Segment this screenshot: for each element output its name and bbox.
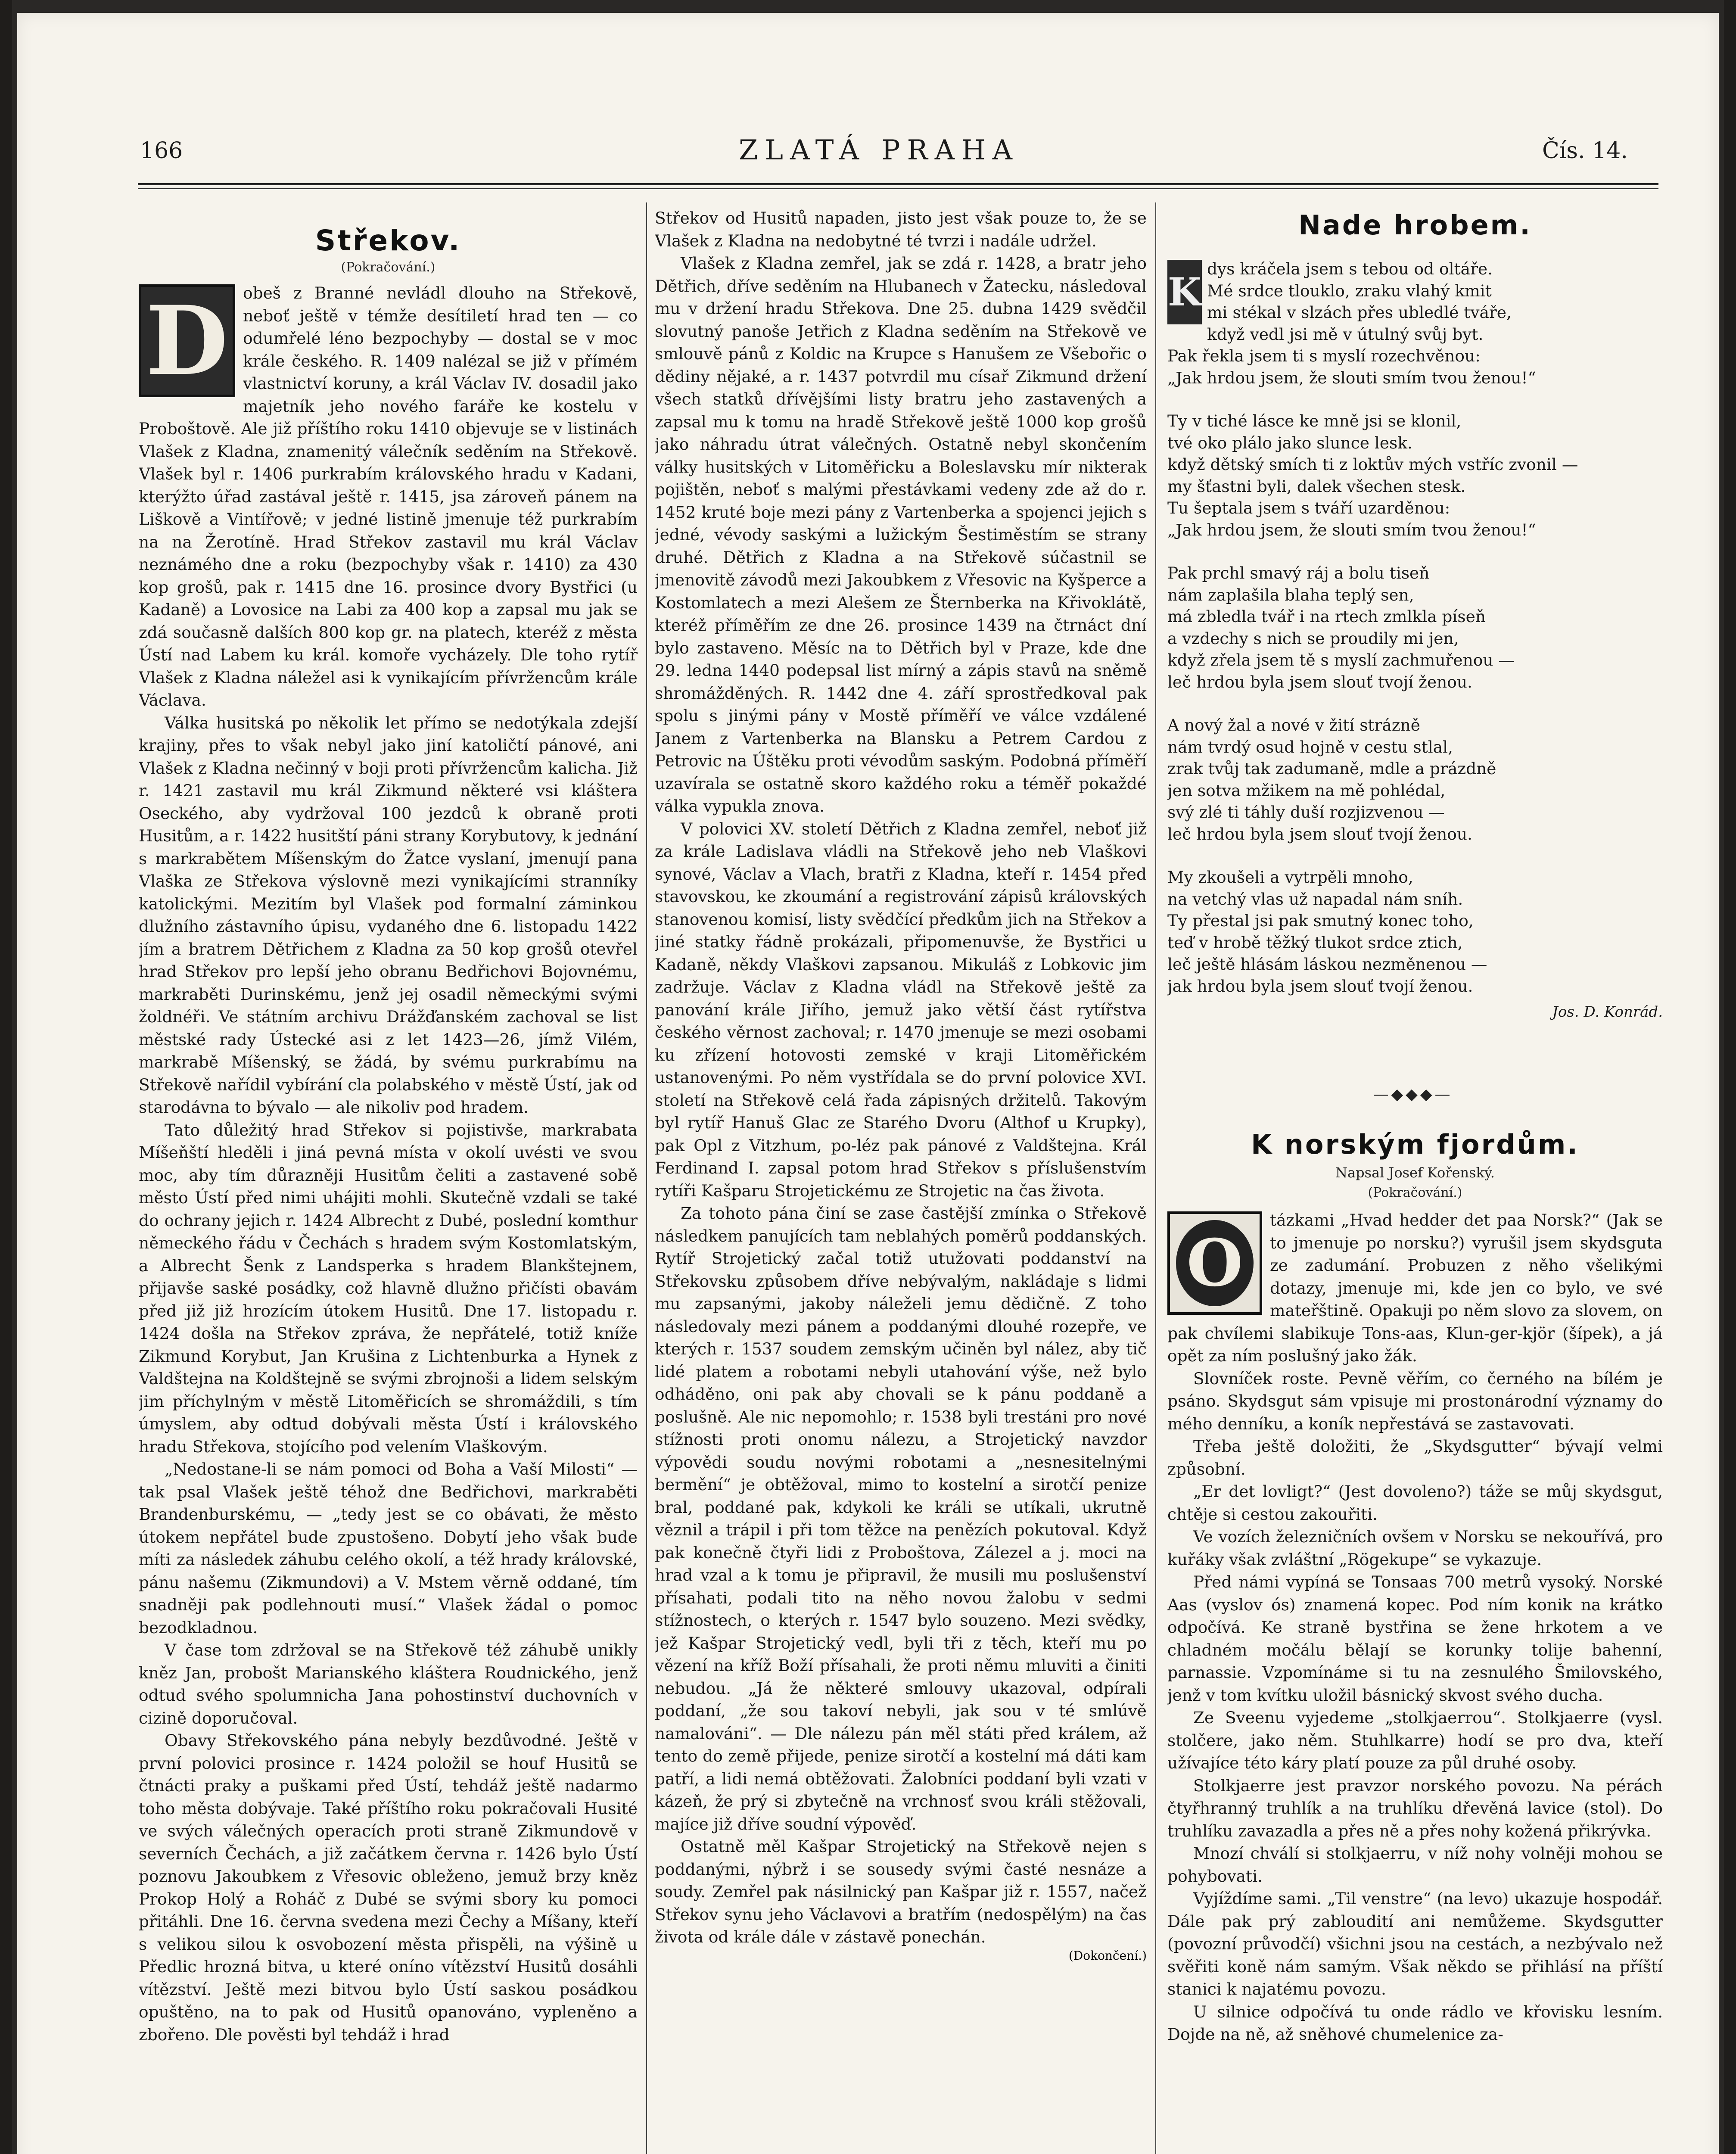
verse-line: Mé srdce tlouklo, zraku vlahý kmit [1207, 281, 1492, 300]
verse-line: Ty přestal jsi pak smutný konec toho, [1167, 911, 1474, 930]
continuation-note: (Pokračování.) [1368, 1185, 1462, 1200]
paragraph: „Nedostane-li se nám pomoci od Boha a Vaší Milosti“ — tak psal Vlašek ještě téhož dne Bedřichovi, markraběti Brandenburskému, — „tedy jest se co obávati, že město útokem nepřátel bude zpustošeno. Dobytí jeho však bude míti za následek záhubu celého okolí, a též hrady královské, pánu našemu (Zikmundovi) a V. Mstem věrně oddané, tím snadněji pak podlehnouti musí.“ Vlašek žádal o pomoc bezodkladnou. [139, 1460, 638, 1637]
verse-line: Pak prchl smavý ráj a bolu tiseň [1167, 563, 1430, 582]
separator-ornament-icon: —◆◆◆— [1373, 1086, 1453, 1103]
paragraph: Ve vozích železničních ovšem v Norsku se nekouřívá, pro kuřáky však zvláštní „Rögekupe“ se vykazuje. [1167, 1527, 1663, 1569]
verse-line: nám zaplašila blaha teplý sen, [1167, 585, 1414, 604]
stanza [1167, 714, 1663, 845]
verse-line: A nový žal a nové v žití strázně [1167, 716, 1420, 735]
stanza [1167, 562, 1663, 693]
continuation-tag: (Dokončení.) [1068, 1948, 1147, 1963]
verse-line: Ty v tiché lásce ke mně jsi se klonil, [1167, 411, 1462, 430]
paragraph: Ze Sveenu vyjedeme „stolkjaerrou“. Stolkjaerre (vysl. stolčere, jako něm. Stuhlkarre) hodí se pro dva, kteří užívajíce této káry platí pouze za půl druhé osoby. [1167, 1708, 1663, 1772]
paragraph: Třeba ještě doložiti, že „Skydsgutter“ bývají velmi způsobní. [1167, 1437, 1663, 1479]
paragraph: Vlašek z Kladna zemřel, jak se zdá r. 1428, a bratr jeho Dětřich, dříve seděním na Hlubanech v Žatecku, následoval mu v držení hradu Střekova. Dne 25. dubna 1429 svědčil slovutný panoše Jetřich z Kladna seděním na Střekově ve smlouvě pánů z Koldic na Krupce s Hanušem ze Všebořic o dědiny nějaké, a r. 1437 potvrdil mu císař Zikmund držení všech statků dřívějšími listy bratru jeho zastavených a zapsal mu k tomu na hradě Střekově ještě 1000 kop grošů jako náhradu útrat válečných. Ostatně nebyl skončením války husitských v Litoměřicku a Boleslavsku mír nikterak pojištěn, neboť s malými přestávkami vedeny zde až do r. 1452 kruté boje mezi pány z Vartenberka a spojenci jejich s jedné, vévody saskými a lužickým Šestiměstím se strany druhé. Dětřich z Kladna a na Střekově súčastnil se jmenovitě závodů mezi Jakoubkem z Vřesovic na Kyšperce a Kostomlatech a mezi Alešem ze Šternberka na Křivoklátě, kteréž příměřím ze dne 26. prosince 1439 na čtrnáct dní bylo zastaveno. Měsíc na to Dětřich byl v Praze, kde dne 29. ledna 1440 podepsal list mírný a zápis stavů na sněmě shromážděných. R. 1442 dne 4. září sprostředkoval pak spolu s jinými pány v Mostě příměří ve válce vzdálené Janem z Vartenberka na Blansku a Petrem Cardou z Petrovic na Úštěku proti vévodům saským. Podobná příměří uzavírala se ostatně skoro každého roku a téměř pokaždé válka vypukla znova. [655, 254, 1147, 816]
article-strekov-col1 [139, 207, 638, 2154]
issue-number: Čís. 14. [1542, 138, 1628, 164]
stanza [1167, 866, 1663, 997]
article-title-strekov: Střekov. [315, 224, 461, 257]
paragraph: Ostatně měl Kašpar Strojetický na Střekově nejen s poddanými, nýbrž i se sousedy svými časté nesnáze a soudy. Zemřel pak násilnický pan Kašpar již r. 1557, načež Střekov synu jeho Václavovi a bratřím (nedospělým) na čas života od krále dále v zástavě ponechán. [655, 1837, 1147, 1946]
verse-line: nám tvrdý osud hojně v cestu stlal, [1167, 737, 1453, 756]
verse-line: když dětský smích ti z loktův mých vstříc zvonil — [1167, 455, 1578, 474]
drop-cap-d: D [139, 284, 235, 397]
paragraph: Tato důležitý hrad Střekov si pojistivše, markrabata Míšeňští hleděli i jiná pevná místa v okolí uvésti ve svou moc, aby tím důrazněji Husitům čeliti a zastavené sobě město Ústí před nimi uhájiti mohli. Skutečně vzdali se také do ochrany jejich r. 1424 Albrecht z Dubé, poslední komthur německého řádu v Čechách s hradem svým Kostomlatským, a Albrecht Šenk z Landsperka s hradem Blankštejnem, přijavše saské posádky, což hlavně dlužno přičísti obavám před již již hrozícím útokem Husitů. Dne 17. listopadu r. 1424 došla na Střekov zpráva, že nepřátelé, totiž kníže Zikmund Korybut, Jan Krušina z Lichtenburka a Hynek z Valdštejna na Koldštejně se svými zbrojnoši a lidem selským jim příchylným v městě Litoměřicích se shromáždili, s tím úmyslem, aby odtud dobývali města Ústí i královského hradu Střekova, stojícího pod velením Vlaškovým. [139, 1120, 638, 1456]
paragraph: Stolkjaerre jest pravzor norského povozu. Na pérách čtyřhranný truhlík a na truhlíku dřevěná lavice (stol). Do truhlíku zavazadla a přes ně a přes nohy kožená přikrývka. [1167, 1776, 1663, 1840]
verse-line: „Jak hrdou jsem, že slouti smím tvou ženou!“ [1167, 368, 1536, 387]
verse-line: leč ještě hlásám láskou nezměnenou — [1167, 955, 1487, 974]
paragraph: V polovici XV. století Dětřich z Kladna zemřel, neboť již za krále Ladislava vládli na Střekově jeho neb Vlaškovi synové, Václav a Vlach, bratři z Kladna, kteří r. 1454 před stavovskou, ke zkoumání a registrování zápisů královských stanovenou komisí, listy svědčící předkům jich na Střekov a jiné statky řádně prokázali, připomenuvše, že Bystřici u Kadaně, někdy Vlaškovi zapsanou. Mikuláš z Lobkovic jim zadržuje. Václav z Kladna vládl na Střekově ještě za panování krále Jiřího, jemuž jako větší část rytířstva českého věrnost zachoval; r. 1470 jmenuje se mezi osobami ku zřízení hotovosti zemské v kraji Litoměřickém ustanovenými. Po něm vystřídala se do první polovice XVI. století na Střekově celá řada zápisných držitelů. Takovým byl rytíř Hanuš Glac ze Starého Dvoru (Althof u Krupky), pak Opl z Vitzhum, po-léz pak pánové z Valdštejna. Král Ferdinand I. zapsal potom hrad Střekov s příslušenstvím rytíři Kašparu Strojetickému ze Strojetic na čas života. [655, 819, 1147, 1200]
byline: Napsal Josef Kořenský. [1335, 1164, 1495, 1181]
header-rule-thin [138, 188, 1658, 189]
verse-line: zrak tvůj tak zadumaně, mdle a prázdně [1167, 759, 1496, 778]
paragraph: Za tohoto pána činí se zase častější zmínka o Střekově následkem panujících tam neblahých poměrů poddanských. Rytíř Strojetický začal totiž utužovati poddanství na Střekovsku způsobem dříve nebývalým, nakládaje s lidmi mu zapsanými, jakoby náleželi jemu dědičně. Z toho následovaly mezi pánem a poddanými dlouhé rozepře, ve kterých r. 1537 soudem zemským učiněn byl nález, aby tič lidé platem a robotami nebyli utahování výše, než bylo odháděno, oni pak aby chovali se k pánu poddaně a poslušně. Ale nic nepomohlo; r. 1538 byli trestáni pro nové stížnosti proti onomu nálezu, a Strojetický navzdor výpovědi soudu novými robotami a „nesnesitelnými bermění“ je obtěžoval, mimo to kostelní a sirotčí penize bral, poddané pak, kdykoli ke králi se utíkali, ukrutně věznil a trápil i při tom těžce na penězích pokutoval. Když pak konečně čtyři lidi z Proboštova, Zálezel a j. moci na hrad vzal a k tomu je připravil, že musili mu poslušenství přísahati, podali tito na něho novou žalobu v sedmi stížnostech, o kterých r. 1547 bylo souzeno. Mezi svědky, jež Kašpar Strojetický vedl, byli tři z těch, kteří mu po vězení na kříž Boží přísahali, že proti němu mluviti a činiti nebudou. „Já že některé smlouvy ukazoval, odpírali poddaní, „že sou takoví nebyli, jak sou v té smlúvě namalováni“. — Dle nálezu pán měl státi před králem, až tento do země přijede, penize sirotčí a kostelní má dáti kam patří, a lidi nemá obtěžovati. Žalobníci poddaní byli vzati v kázeň, že prý si zbytečně na vrchnosť svou králi stěžovali, majíce již dříve soudní výpověď. [655, 1204, 1147, 1833]
paragraph: „Er det lovligt?“ (Jest dovoleno?) táže se můj skydsgut, chtěje si cestou zakouřiti. [1167, 1482, 1663, 1524]
paragraph: tázkami „Hvad hedder det paa Norsk?“ (Jak se to jmenuje po norsku?) vyrušil jsem skydsguta ze zadumání. Probuzen z něho všelikými dotazy, jmenuje mi, kde jen co bylo, ve své mateřštině. Opakuji po něm slovo za slovem, on pak chvílemi slabikuje Tons-aas, Klun-ger-kjör (šípek), a já opět za ním poslušný jako žák. [1167, 1211, 1663, 1365]
poem-signature: Jos. D. Konrád. [1552, 1003, 1663, 1021]
column-divider-1 [646, 202, 647, 2154]
verse-line: My zkoušeli a vytrpěli mnoho, [1167, 868, 1413, 887]
verse-line: a vzdechy s nich se proudily mi jen, [1167, 629, 1459, 648]
verse-line: leč hrdou byla jsem slouť tvojí ženou. [1167, 824, 1472, 844]
verse-line: jak hrdou byla jsem slouť tvojí ženou. [1167, 976, 1473, 996]
article-title-fjords: K norským fjordům. [1251, 1129, 1579, 1160]
verse-line: na vetchý vlas už napadal nám sníh. [1167, 889, 1463, 909]
verse-line: dys kráčela jsem s tebou od oltáře. [1207, 259, 1493, 278]
article-fjords [1167, 1129, 1663, 2154]
paragraph: Střekov od Husitů napaden, jisto jest však pouze to, že se Vlašek z Kladna na nedobytné té tvrzi i nadále udržel. [655, 209, 1147, 250]
verse-line: Tu šeptala jsem s tváří uzarděnou: [1167, 498, 1450, 517]
article-strekov-col2 [655, 207, 1147, 2145]
paragraph: U silnice odpočívá tu onde rádlo ve křovisku lesním. Dojde na ně, až sněhové chumelenice za- [1167, 2002, 1663, 2044]
verse-line: když vedl jsi mě v útulný svůj byt. [1207, 324, 1484, 344]
paragraph: Obavy Střekovského pána nebyly bezdůvodné. Ještě v první polovici prosince r. 1424 položil se houf Husitů se čtnácti praky a puškami před Ústí, tehdáž ještě nadarmo toho města dobývaje. Také příštího roku pokračovali Husité ve svých válečných operacích proti straně Zikmundově v severních Čechách, a již začátkem června r. 1426 bylo Ústí poznovu Jakoubkem z Vřesovic obleženo, jemuž brzy kněz Prokop Holý a Roháč z Dubé se svými sbory ku pomoci přitáhli. Dne 16. června svedena mezi Čechy a Míšany, kteří s velikou silou k osvobození města přispěli, na výšině u Předlic hrozná bitva, u které oníno vítězství Husitů dosáhli vítězství. Ještě mezi bitvou bylo Ústí saskou posádkou opuštěno, na to pak od Husitů opanováno, vypleněno a zbořeno. Dle pověsti byl tehdáž i hrad [139, 1731, 638, 2044]
verse-line: Pak řekla jsem ti s myslí rozechvěnou: [1167, 346, 1481, 365]
verse-line: má zbledla tvář i na rtech zmlkla píseň [1167, 607, 1486, 626]
drop-cap-letter: O [1176, 1220, 1254, 1306]
continuation-note: (Pokračování.) [341, 260, 436, 275]
verse-line: leč hrdou byla jsem slouť tvojí ženou. [1167, 672, 1472, 691]
verse-line: teď v hrobě těžký tlukot srdce ztich, [1167, 933, 1463, 952]
drop-cap-o [1167, 1211, 1262, 1315]
verse-line: my šťastni byli, dalek všechen stesk. [1167, 476, 1466, 496]
column-divider-2 [1155, 202, 1156, 2154]
paragraph: Před námi vypíná se Tonsaas 700 metrů vysoký. Norské Aas (vyslov ós) znamená kopec. Pod ním konik na krátko odpočívá. Ke straně bystřina se žene hrkotem a ve chladném močálu bělají se korunky tolije bahenní, parnassie. Vzpomínáme si tu na zesnulého Šmilovského, jenž v tom kvítku uložil básnický skvost svého ducha. [1167, 1572, 1663, 1705]
verse-line: „Jak hrdou jsem, že slouti smím tvou ženou!“ [1167, 520, 1536, 539]
drop-cap-k: K [1167, 260, 1202, 324]
paragraph: Slovníček roste. Pevně věřím, co černého na bílém je psáno. Skydsgut sám vpisuje mi prostonárodní významy do mého denníku, a koník nepřestává se zastavovati. [1167, 1369, 1663, 1433]
poem-title: Nade hrobem. [1298, 209, 1532, 241]
verse-line: jen sotva mžikem na mě pohlédal, [1167, 781, 1446, 800]
poem-nade-hrobem [1167, 207, 1663, 1133]
paragraph: Vyjíždíme sami. „Til venstre“ (na levo) ukazuje hospodář. Dále pak prý zabloudití ani nemůžeme. Skydsgutter (povozní průvodčí) všichni jsou na cestách, a nezbývalo než svěřiti koně nám samým. Však někdo se přihlásí na příští stanici k najatému povozu. [1167, 1889, 1663, 1998]
paragraph: obeš z Branné nevládl dlouho na Střekově, neboť ještě v témže desítiletí hrad ten — co odumřelé léno bezpochyby — dostal se v moc krále českého. R. 1409 nalézal se již v přímém vlastnictví koruny, a král Václav IV. dosadil jako majetník jeho nového faráře ke kostelu v Proboštově. Ale již příštího roku 1410 objevuje se v listinách Vlašek z Kladna, znamenitý válečník seděním na Střekově. Vlašek byl r. 1406 purkrabím královského hradu v Kadani, kterýžto úřad zastával ještě r. 1415, jsa zároveň pánem na Liškově a Vintířově; v jedné listině jmenuje též purkrabím na na Žerotíně. Hrad Střekov zastavil mu král Václav neznámého dne a roku (bezpochyby však r. 1410) za 430 kop grošů, pak r. 1415 dne 16. prosince dvory Bystřici (u Kadaně) a Lovosice na Labi za 400 kop a zapsal mu jak se zdá současně dalších 800 kop gr. na platech, kteréž z města Ústí nad Labem ku král. komoře vycházely. Dle toho rytíř Vlašek z Kladna náležel asi k vynikajícím přívržencům krále Václava. [139, 283, 638, 710]
page-number: 166 [140, 138, 183, 164]
header-rule [138, 183, 1658, 185]
verse-line: tvé oko plálo jako slunce lesk. [1167, 433, 1412, 452]
verse-line: svý zlé ti táhly duší rozjizvenou — [1167, 803, 1445, 822]
stanza [1167, 258, 1663, 389]
paragraph: Válka husitská po několik let přímo se nedotýkala zdejší krajiny, přes to však nebyl jako jiní katoličtí pánové, ani Vlašek z Kladna nečinný v boji proti přívržencům kalicha. Již r. 1421 zastavil mu král Zikmund některé vsi kláštera Oseckého, aby vydržoval 100 jezdců k obraně proti Husitům, a r. 1422 husitští páni strany Korybutovy, k jednání s markrabětem Míšenským do Žatce vyslaní, jmenují pana Vlaška ze Střekova výslovně mezi vynikajícími stranníky katolickými. Mezitím byl Vlašek pod formalní záminkou dlužního zástavního úpisu, vydaného dne 6. listopadu 1422 jím a bratrem Dětřichem z Kladna za 50 kop grošů otevřel hrad Střekov pro lepší jeho obranu Bedřichovi Bojovnému, markraběti Durinskému, jenž jej osadil německými svými žoldnéři. Ve státním archivu Drážďanském zachoval se list městské rady Ústecké asi z let 1423—26, jímž Vilém, markrabě Míšenský, se žádá, by svému purkrabímu na Střekově nařídil vybírání cla polabského v městě Ústí, jak od starodávna to bývalo — ale nikoliv pod hradem. [139, 713, 638, 1117]
verse-line: když zřela jsem tě s myslí zachmuřenou — [1167, 651, 1515, 669]
stanza [1167, 410, 1663, 541]
paragraph: Mnozí chválí si stolkjaerru, v níž nohy volněji mohou se pohybovati. [1167, 1844, 1663, 1886]
paragraph: V čase tom zdržoval se na Střekově též záhubě unikly kněz Jan, probošt Marianského kláštera Roudnického, jenž odtud svého spolumnicha Jana pohostinství duchovních v cizině doporučoval. [139, 1640, 638, 1728]
verse-line: mi stékal v slzách přes ubledlé tváře, [1207, 303, 1512, 322]
masthead: ZLATÁ PRAHA [739, 134, 1019, 166]
